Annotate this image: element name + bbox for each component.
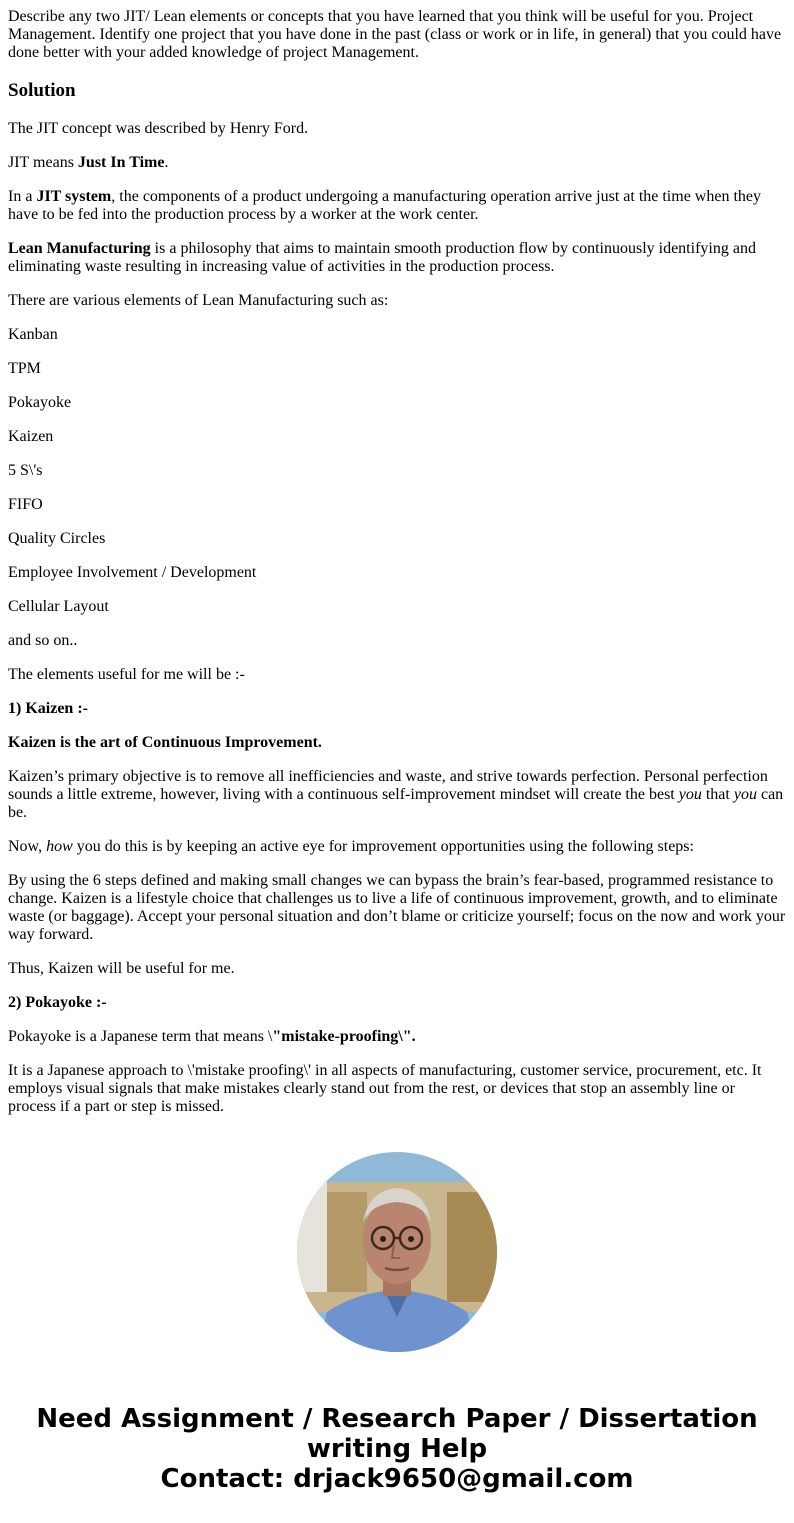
kaizen-tagline: [8, 734, 786, 752]
element-item: Kanban: [8, 326, 58, 343]
element-item: FIFO: [8, 496, 43, 513]
paragraph-lean: [8, 240, 786, 276]
kaizen-paragraph-1: [8, 768, 786, 822]
pokayoke-p1-pre: Pokayoke is a Japanese term that means \: [8, 1028, 273, 1045]
promo-line-2: writing Help: [306, 1434, 488, 1464]
kaizen-p1-em2: you: [733, 786, 757, 803]
jit-system-pre: In a: [8, 188, 37, 205]
author-photo: [297, 1152, 497, 1352]
jit-system-post: , the components of a product undergoing a manufacturing operation arrive just at the time when they have to be fed into the production process by a worker at the work center.: [8, 188, 761, 223]
promo-line-1: Need Assignment / Research Paper / Dissertation: [36, 1404, 758, 1434]
jit-means-pre: JIT means: [8, 154, 78, 171]
promo-block: [0, 1404, 794, 1494]
lean-post: is a philosophy that aims to maintain smooth production flow by continuously identifying and eliminating waste resulting in increasing value of activities in the production process.: [8, 240, 756, 275]
jit-means-bold: Just In Time: [77, 154, 165, 171]
element-item: Quality Circles: [8, 530, 106, 547]
element-item: Pokayoke: [8, 394, 72, 411]
kaizen-paragraph-2: [8, 838, 786, 856]
pokayoke-heading-text: 2) Pokayoke :-: [8, 994, 107, 1011]
kaizen-heading-text: 1) Kaizen :-: [8, 700, 88, 717]
kaizen-p1-em1: you: [678, 786, 702, 803]
kaizen-paragraph-3: By using the 6 steps defined and making small changes we can bypass the brain’s fear-based, programmed resistance to change. Kaizen is a lifestyle choice that challenges us to live a life of continuous improvement, growth, and to eliminate waste (or baggage). Accept your personal situation and don’t blame or criticize yourself; focus on the now and work your way forward.: [8, 872, 786, 943]
paragraph-jit-means: [8, 154, 786, 172]
solution-heading: Solution: [8, 80, 76, 101]
pokayoke-paragraph-2: It is a Japanese approach to \'mistake proofing\' in all aspects of manufacturing, customer service, procurement, etc. It employs visual signals that make mistakes clearly stand out from the rest, or devices that stop an assembly line or process if a part or step is missed.: [8, 1062, 762, 1115]
kaizen-p1-a: Kaizen’s primary objective is to remove all inefficiencies and waste, and strive towards perfection. Personal perfection sounds a little extreme, however, living with a continuous self-improvement mindset will create the best: [8, 768, 768, 803]
pokayoke-paragraph-1: [8, 1028, 786, 1046]
portrait-illustration: [297, 1152, 497, 1352]
paragraph-ford: The JIT concept was described by Henry Ford.: [8, 120, 309, 137]
kaizen-heading: [8, 700, 786, 718]
paragraph-useful: The elements useful for me will be :-: [8, 666, 245, 683]
element-item: 5 S\'s: [8, 462, 43, 479]
lean-bold: Lean Manufacturing: [8, 240, 151, 257]
paragraph-jit-system: [8, 188, 786, 224]
kaizen-p1-c: can be.: [8, 786, 784, 821]
kaizen-p2-a: Now,: [8, 838, 47, 855]
kaizen-p2-b: you do this is by keeping an active eye for improvement opportunities using the following steps:: [72, 838, 694, 855]
kaizen-p1-b: that: [701, 786, 734, 803]
question-text: Describe any two JIT/ Lean elements or concepts that you have learned that you think will be useful for you. Project Management. Identify one project that you have done in the past (class or work or in life, in general) that you could have done better with your added knowledge of project Management.: [8, 8, 782, 61]
kaizen-paragraph-4: Thus, Kaizen will be useful for me.: [8, 960, 235, 977]
element-item: Kaizen: [8, 428, 54, 445]
element-item: Employee Involvement / Development: [8, 564, 257, 581]
kaizen-p2-em: how: [46, 838, 73, 855]
promo-contact: Contact: drjack9650@gmail.com: [160, 1464, 634, 1494]
pokayoke-p1-bold: "mistake-proofing\".: [272, 1028, 416, 1045]
jit-means-post: .: [164, 154, 169, 171]
kaizen-tagline-text: Kaizen is the art of Continuous Improvement.: [8, 734, 322, 751]
element-item: and so on..: [8, 632, 78, 649]
paragraph-elements-intro: There are various elements of Lean Manufacturing such as:: [8, 292, 389, 309]
jit-system-bold: JIT system: [36, 188, 112, 205]
element-item: Cellular Layout: [8, 598, 109, 615]
element-item: TPM: [8, 360, 41, 377]
pokayoke-heading: [8, 994, 786, 1012]
